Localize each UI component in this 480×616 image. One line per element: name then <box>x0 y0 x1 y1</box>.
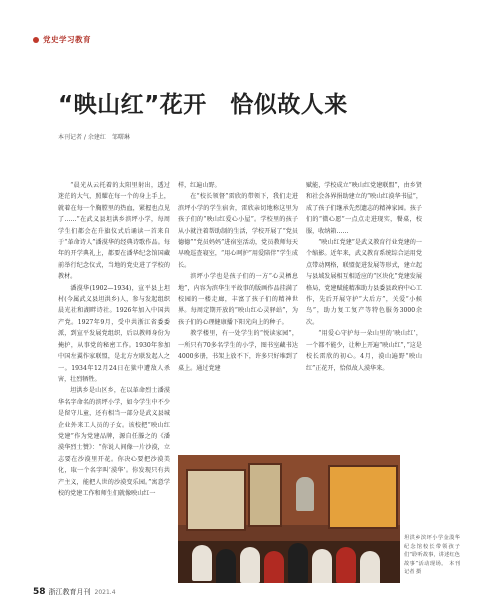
exhibit-panel <box>328 465 398 529</box>
paragraph: 赋能，学校成立“映山红党建联盟”，由乡贤和社会各界捐助建立的“映山红漠华书屋”，成了孩子们继承先烈遗志的精神家园。孩子们的“微心愿”一点点走进现实，餐桌，校服，收纳箱…… <box>306 182 422 235</box>
article-column-3 <box>306 180 422 374</box>
paragraph: 坦洪乡是山区乡，在以革命烈士潘漠华名字命名的滨坪小学，如今学生中不少是留守儿童，还有相当一部分是武义县城企业外来工人员的子女。该校把“映山红党建”作为党建品牌，源自任滕之的《潘漠华烈士赞》：“你说人间像一片沙漠，立志要在沙漠里开花。你决心要把沙漠美化，取一个名字叫‘漠华’。你发现只有共产主义，能把人世的沙漠变乐园。”寓意学校的党建工作和师生们就像映山红一 <box>58 387 170 497</box>
child-figure <box>216 549 236 583</box>
child-figure <box>240 547 260 583</box>
article-column-1 <box>58 180 170 499</box>
paragraph: 样，红遍山野。 <box>178 182 221 189</box>
statue-bust <box>296 477 314 511</box>
magazine-name: 浙江教育月刊 <box>48 588 91 596</box>
child-figure <box>264 551 284 583</box>
section-bullet-icon <box>33 37 39 43</box>
paragraph: 潘漠华(1902—1934)，宣平县上坦村(今属武义县坦洪乡)人，参与发起组织晨光社和湖畔诗社。1926年加入中国共产党。1927年9月，受中共浙江省委委派，到宣平发展党组织，后以教师身份为掩护，从事党的秘密工作。1930年参加中国左翼作家联盟，是北方左联发起人之一。1934年12月24日在狱中遭敌人杀害，壮烈牺牲。 <box>58 284 170 383</box>
page-number: 58 <box>33 587 46 597</box>
paragraph: “晨光从云托着的太阳里射出，透过迷茫的大气，照耀在每一个的身上手上，就着在每一个胸膛里的热血，紧握也点见了……”在武义县坦洪乡滨坪小学，每周学生们都会在升旗仪式后诵读一首来自于“革命诗人”潘漠华的经典诗歌作品。每年的开学典礼上，都要在潘华纪念馆国藏前举行纪念仪式，当地的党史进了学校的教材。 <box>58 182 170 281</box>
child-figure <box>312 549 332 583</box>
article-byline: 本刊记者 / 余建红 邹曙琳 <box>58 134 130 141</box>
exhibit-panel <box>248 463 282 527</box>
paragraph: 滨坪小学也是孩子们的一方“心灵栖息地”，内容为滨华生平故事的版画作品挂满了校园的一楼走廊，丰富了孩子们的精神世界。每周定期开放的“映山红心灵驿站”，为孩子们的心理健康播下阳光向上的种子。 <box>178 273 298 326</box>
section-header <box>33 34 91 45</box>
paragraph: “映山红党建”是武义教育行业党建的一个缩影。近年来，武义教育系统综合运用党点带动网格，联盟促进发展等形式，建立起与县域发展相互相适应的“区块化”党建发展格局，党建赋能精准助力县委县政府中心工作，先后开展守护“大后方”，关爱“小候鸟”，助力复工复产等特色服务3000余次。 <box>306 239 422 326</box>
page-footer <box>33 587 116 597</box>
child-figure <box>360 551 380 583</box>
teacher-figure <box>288 543 308 583</box>
child-figure <box>192 545 212 581</box>
article-column-2 <box>178 180 298 374</box>
issue-date: 2021.4 <box>94 589 116 596</box>
section-label: 党史学习教育 <box>43 35 91 44</box>
article-title: “映山红”花开 恰似故人来 <box>58 92 348 118</box>
photo-caption: 坦洪乡滨坪小学金漠华纪念馆校长带领孩子们“聆听故事，讲述红色故事”活动现场。 本刊记者 摄 <box>404 535 460 576</box>
child-figure <box>336 547 356 583</box>
paragraph: 在“校长领督”雷欣的带领下，我们走进滨坪小学的学生宿舍，雷欣亲切地称这里为孩子们的“映山红爱心小屋”。学校里的孩子从小就注着帮助制的生活，学校开展了“党员德德”“党员妈妈”进宿室活动，党员教师每天早晚巡查寝室，“用心呵护”用爱陪伴”学生成长。 <box>178 193 298 269</box>
exhibit-panel <box>186 469 246 531</box>
paragraph: 教学楼里，有一处学生的“悦读家园”，一所只有70多名学生的小学，图书室藏书达4000多册，书架上放不下，许多只好堆到了桌上。通过党建 <box>178 330 298 372</box>
museum-visit-photo <box>178 455 400 583</box>
paragraph: “用爱心守护每一朵山里的‘映山红’，一个都不能少，让种上开遍“映山红”，”这是校长雷欣的初心。4月，漠山遍野“映山红”正花开，恰似故人漠华来。 <box>306 330 422 372</box>
